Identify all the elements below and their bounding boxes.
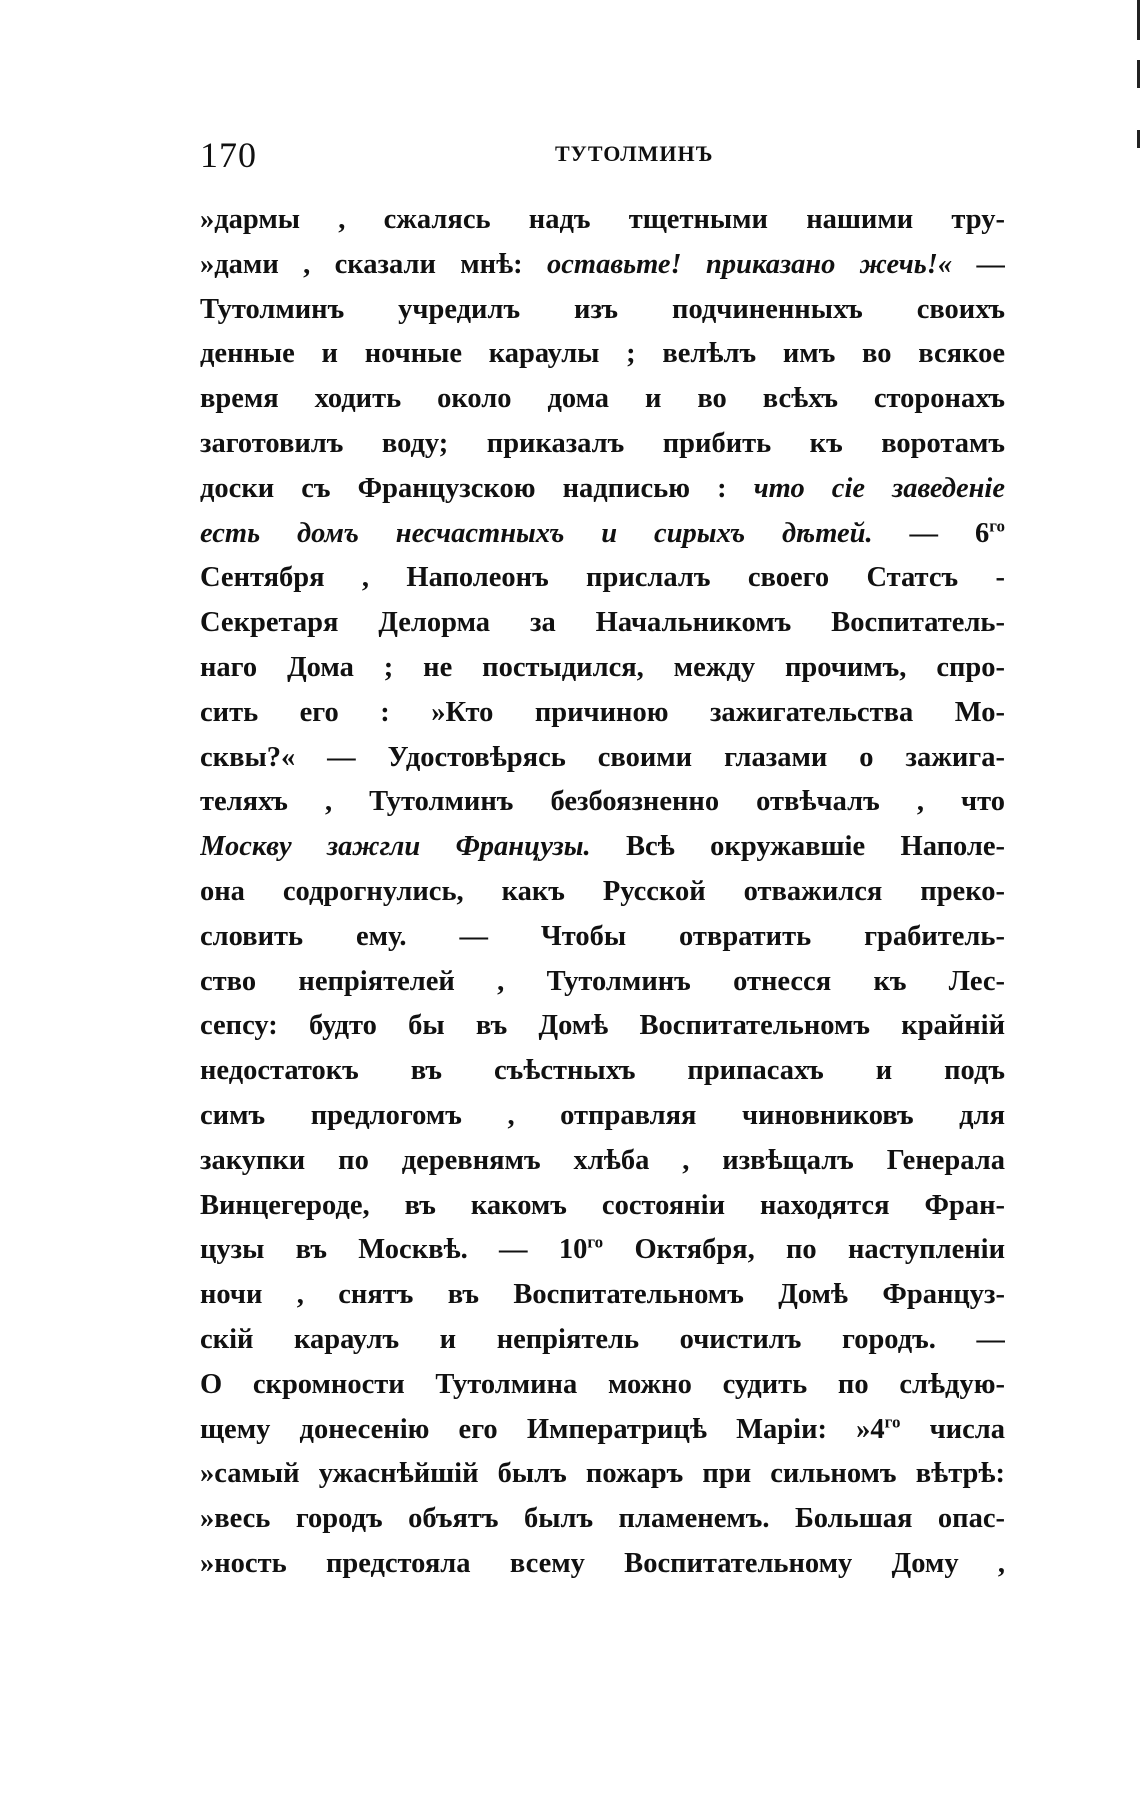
text-line [200, 556, 1005, 601]
text-run: наго Дома ; не постыдился, между прочимъ, спро- [200, 651, 1005, 683]
text-run: время ходить около дома и во всѣхъ сторонахъ [200, 383, 1005, 415]
text-run: — [952, 248, 1005, 280]
body-text [200, 198, 1005, 1587]
text-run: Всѣ окружавшіе Наполе- [590, 831, 1005, 863]
text-line [200, 1363, 1005, 1408]
text-run: теляхъ , Тутолминъ безбоязненно отвѣчалъ , что [200, 786, 1005, 818]
text-line [200, 332, 1005, 377]
text-run: Сентября , Наполеонъ прислалъ своего Статсъ - [200, 562, 1005, 594]
italic-run: Москву зажгли Французы. [200, 831, 591, 863]
text-run: ночи , снятъ въ Воспитательномъ Домѣ Француз- [200, 1279, 1005, 1311]
text-run: Октября, по наступленіи [603, 1234, 1005, 1266]
text-run: О скромности Тутолмина можно судить по слѣдую- [200, 1368, 1005, 1400]
text-line [200, 825, 1005, 870]
text-line [200, 780, 1005, 825]
text-run: — 6 [872, 517, 990, 549]
text-run: »самый ужаснѣйшій былъ пожаръ при сильномъ вѣтрѣ: [200, 1458, 1005, 1490]
text-line [200, 288, 1005, 333]
text-run: сить его : »Кто причиною зажигательства Мо- [200, 696, 1005, 728]
italic-run: оставьте! приказано жечь!« [547, 248, 953, 280]
text-run: »дами , сказали мнѣ: [200, 248, 548, 280]
text-run: скій караулъ и непріятель очистилъ городъ. — [200, 1323, 1005, 1355]
text-line [200, 1139, 1005, 1184]
text-line [200, 915, 1005, 960]
superscript: го [587, 1232, 604, 1252]
italic-run: есть домъ несчастныхъ и сирыхъ дѣтей. [200, 517, 873, 549]
text-line [200, 377, 1005, 422]
text-line [200, 1452, 1005, 1497]
text-line [200, 736, 1005, 781]
text-run: »весь городъ объятъ былъ пламенемъ. Большая опас- [200, 1503, 1005, 1535]
text-line [200, 1004, 1005, 1049]
text-line [200, 1094, 1005, 1139]
running-title: ТУТОЛМИНЪ [555, 141, 714, 166]
superscript: го [989, 516, 1005, 536]
text-line [200, 1497, 1005, 1542]
text-run: цузы въ Москвѣ. — 10 [200, 1234, 588, 1266]
text-run: она содрогнулись, какъ Русской отважился прeко- [200, 875, 1005, 907]
text-line [200, 512, 1005, 557]
text-run: денные и ночные караулы ; велѣлъ имъ во всякое [200, 338, 1005, 370]
text-line [200, 422, 1005, 467]
text-run: ство непріятелей , Тутолминъ отнесся къ Лес- [200, 965, 1005, 997]
text-line [200, 467, 1005, 512]
text-line [200, 1184, 1005, 1229]
page-number: 170 [200, 135, 257, 175]
text-run: симъ предлогомъ , отправляя чиновниковъ для [200, 1099, 1005, 1131]
text-run: Винцегероде, въ какомъ состояніи находятся Фран- [200, 1189, 1005, 1221]
text-line [200, 198, 1005, 243]
text-run: сквы?« — Удостовѣрясь своими глазами о зажига- [200, 741, 1005, 773]
text-run: Секретаря Делорма за Начальникомъ Воспитатель- [200, 607, 1005, 639]
text-line [200, 601, 1005, 646]
text-run: заготовилъ воду; приказалъ прибить къ воротамъ [200, 427, 1005, 459]
text-line [200, 646, 1005, 691]
text-run: недостатокъ въ съѣстныхъ припасахъ и подъ [200, 1055, 1005, 1087]
text-line [200, 691, 1005, 736]
text-line [200, 1273, 1005, 1318]
text-line [200, 1318, 1005, 1363]
text-line [200, 1049, 1005, 1094]
text-line [200, 960, 1005, 1005]
text-run: закупки по деревнямъ хлѣба , извѣщалъ Генерала [200, 1144, 1005, 1176]
text-run: сепсу: будто бы въ Домѣ Воспитательномъ крайній [200, 1010, 1005, 1042]
text-line [200, 1228, 1005, 1273]
text-run: щему донесенію его Императрицѣ Маріи: »4 [200, 1413, 885, 1445]
text-line [200, 243, 1005, 288]
text-run: »дармы , сжалясь надъ тщетными нашими тру- [200, 204, 1005, 235]
text-run: Тутолминъ учредилъ изъ подчиненныхъ своихъ [200, 293, 1005, 325]
text-run: доски съ Французскою надписью : [200, 472, 754, 504]
text-run: числа [900, 1413, 1005, 1445]
text-line [200, 1542, 1005, 1587]
text-line [200, 870, 1005, 915]
text-run: »ность предстояла всему Воспитательному Дому , [200, 1547, 1005, 1579]
superscript: го [884, 1412, 901, 1432]
page-header [200, 130, 1005, 180]
text-line [200, 1408, 1005, 1453]
italic-run: что сіе заведеніе [753, 472, 1005, 504]
text-run: словить ему. — Чтобы отвратить грабитель- [200, 920, 1005, 952]
